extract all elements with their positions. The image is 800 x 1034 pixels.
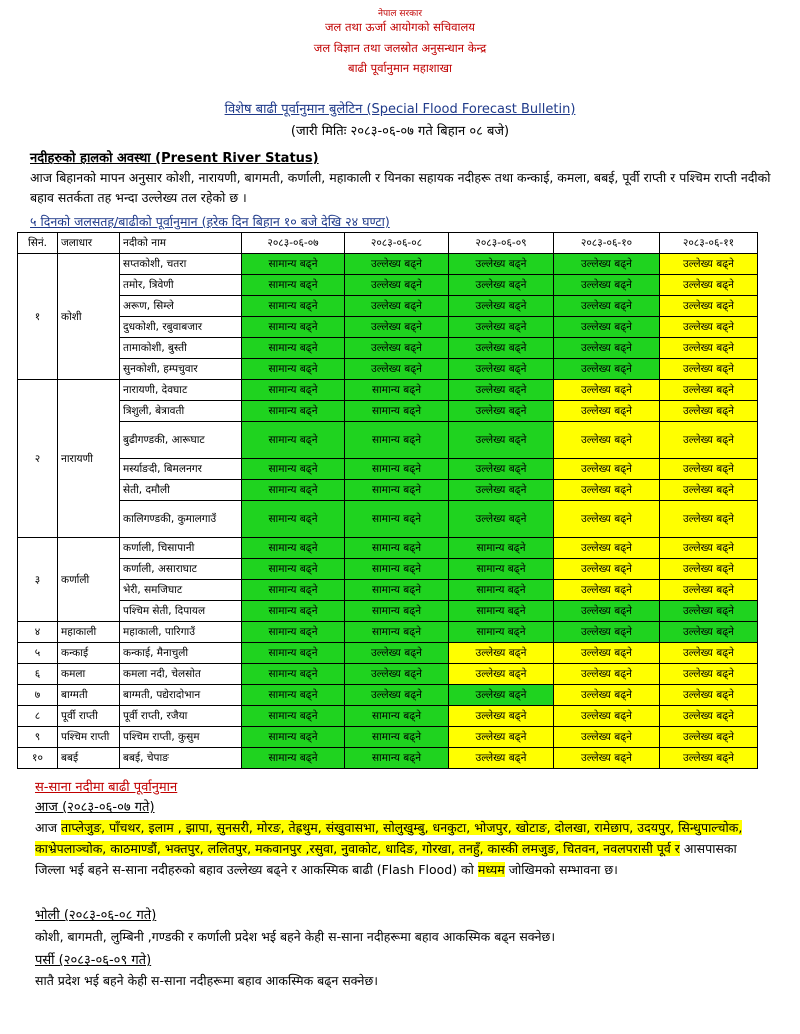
- river-name: सुनकोशी, हम्पचुवार: [120, 359, 242, 380]
- forecast-cell: सामान्य बढ्ने: [242, 317, 345, 338]
- forecast-cell: सामान्य बढ्ने: [345, 422, 449, 459]
- forecast-cell: सामान्य बढ्ने: [449, 622, 554, 643]
- table-row: [18, 501, 758, 538]
- forecast-cell: उल्लेख्य बढ्ने: [660, 480, 758, 501]
- division-label: बाढी पूर्वानुमान महाशाखा: [348, 61, 452, 75]
- forecast-cell: उल्लेख्य बढ्ने: [449, 459, 554, 480]
- forecast-cell: सामान्य बढ्ने: [242, 296, 345, 317]
- forecast-cell: उल्लेख्य बढ्ने: [554, 664, 660, 685]
- forecast-cell: उल्लेख्य बढ्ने: [554, 580, 660, 601]
- col-date-4: २०८३-०६-१०: [554, 233, 660, 254]
- today-districts: ताप्लेजुङ, पाँचथर, इलाम , झापा, सुनसरी, मोरङ, तेह्रथुम, संखुवासभा, सोलुखुम्बु, धनकुटा, भोजपुर, खोटाङ, दोलखा, रामेछाप, उदयपुर, सिन्धुपाल्चोक, काभ्रेपलाञ्चोक, काठमाण्डौं, भक्तपुर, ललितपुर, मकवानपुर ,रसुवा, नुवाकोट, धादिङ, गोरखा, तनहुँ, कास्की लमजुङ, चितवन, नवलपरासी पूर्व र: [35, 820, 743, 856]
- forecast-cell: सामान्य बढ्ने: [242, 706, 345, 727]
- forecast-cell: उल्लेख्य बढ्ने: [345, 317, 449, 338]
- forecast-cell: उल्लेख्य बढ्ने: [554, 685, 660, 706]
- river-name: तमोर, त्रिवेणी: [120, 275, 242, 296]
- forecast-table: [17, 232, 758, 769]
- forecast-cell: सामान्य बढ्ने: [345, 601, 449, 622]
- basin-name: कन्काई: [58, 643, 120, 664]
- basin-sn: ६: [18, 664, 58, 685]
- forecast-cell: सामान्य बढ्ने: [345, 622, 449, 643]
- forecast-cell: उल्लेख्य बढ्ने: [554, 601, 660, 622]
- forecast-cell: उल्लेख्य बढ्ने: [449, 275, 554, 296]
- forecast-cell: उल्लेख्य बढ्ने: [660, 338, 758, 359]
- col-river: नदीको नाम: [120, 233, 242, 254]
- table-row: [18, 480, 758, 501]
- today-end: जोखिमको सम्भावना छ।: [504, 862, 618, 877]
- forecast-cell: सामान्य बढ्ने: [242, 401, 345, 422]
- forecast-cell: सामान्य बढ्ने: [345, 380, 449, 401]
- table-row: [18, 664, 758, 685]
- forecast-cell: सामान्य बढ्ने: [345, 480, 449, 501]
- forecast-cell: सामान्य बढ्ने: [345, 748, 449, 769]
- basin-sn: १०: [18, 748, 58, 769]
- forecast-cell: उल्लेख्य बढ्ने: [449, 727, 554, 748]
- day-after-heading: पर्सी (२०८३-०६-०९ गते): [35, 953, 152, 968]
- river-name: अरूण, सिम्ले: [120, 296, 242, 317]
- forecast-cell: उल्लेख्य बढ्ने: [554, 338, 660, 359]
- bulletin-title: विशेष बाढी पूर्वानुमान बुलेटिन (Special Flood Forecast Bulletin): [224, 102, 576, 117]
- forecast-cell: सामान्य बढ्ने: [242, 338, 345, 359]
- table-row: [18, 380, 758, 401]
- table-row: [18, 254, 758, 275]
- forecast-cell: उल्लेख्य बढ्ने: [449, 338, 554, 359]
- forecast-cell: उल्लेख्य बढ्ने: [660, 685, 758, 706]
- forecast-cell: सामान्य बढ्ने: [242, 380, 345, 401]
- forecast-heading: ५ दिनको जलसतह/बाढीको पूर्वानुमान (हरेक दिन बिहान १० बजे देखि २४ घण्टा): [30, 214, 390, 229]
- river-name: बबई, चेपाङ: [120, 748, 242, 769]
- table-row: [18, 401, 758, 422]
- forecast-cell: उल्लेख्य बढ्ने: [554, 317, 660, 338]
- tomorrow-heading: भोली (२०८३-०६-०८ गते): [35, 908, 157, 923]
- today-heading: आज (२०८३-०६-०७ गते): [35, 800, 155, 815]
- today-prefix: आज: [35, 820, 62, 835]
- table-row: [18, 338, 758, 359]
- forecast-cell: उल्लेख्य बढ्ने: [449, 401, 554, 422]
- forecast-cell: उल्लेख्य बढ्ने: [345, 643, 449, 664]
- forecast-cell: सामान्य बढ्ने: [242, 643, 345, 664]
- basin-sn: ८: [18, 706, 58, 727]
- table-row: [18, 748, 758, 769]
- table-row: [18, 459, 758, 480]
- forecast-cell: उल्लेख्य बढ्ने: [660, 296, 758, 317]
- col-sn: सिनं.: [18, 233, 58, 254]
- forecast-cell: उल्लेख्य बढ्ने: [554, 559, 660, 580]
- forecast-cell: उल्लेख्य बढ्ने: [660, 459, 758, 480]
- forecast-cell: उल्लेख्य बढ्ने: [660, 622, 758, 643]
- forecast-cell: उल्लेख्य बढ्ने: [554, 706, 660, 727]
- forecast-cell: उल्लेख्य बढ्ने: [660, 538, 758, 559]
- forecast-cell: उल्लेख्य बढ्ने: [660, 317, 758, 338]
- forecast-cell: सामान्य बढ्ने: [242, 254, 345, 275]
- table-row: [18, 727, 758, 748]
- forecast-cell: उल्लेख्य बढ्ने: [660, 401, 758, 422]
- today-text: [35, 817, 765, 880]
- basin-name: पश्चिम राप्ती: [58, 727, 120, 748]
- forecast-cell: उल्लेख्य बढ्ने: [660, 580, 758, 601]
- forecast-cell: उल्लेख्य बढ्ने: [449, 422, 554, 459]
- forecast-cell: उल्लेख्य बढ्ने: [449, 480, 554, 501]
- forecast-cell: सामान्य बढ्ने: [242, 559, 345, 580]
- forecast-cell: उल्लेख्य बढ्ने: [449, 359, 554, 380]
- basin-sn: ४: [18, 622, 58, 643]
- table-row: [18, 706, 758, 727]
- table-row: [18, 580, 758, 601]
- forecast-cell: उल्लेख्य बढ्ने: [449, 296, 554, 317]
- forecast-cell: उल्लेख्य बढ्ने: [554, 480, 660, 501]
- forecast-cell: उल्लेख्य बढ्ने: [554, 275, 660, 296]
- basin-name: कोशी: [58, 254, 120, 380]
- col-date-2: २०८३-०६-०८: [345, 233, 449, 254]
- forecast-cell: सामान्य बढ्ने: [449, 538, 554, 559]
- forecast-cell: सामान्य बढ्ने: [242, 664, 345, 685]
- forecast-cell: सामान्य बढ्ने: [242, 622, 345, 643]
- basin-name: बाग्मती: [58, 685, 120, 706]
- table-row: [18, 601, 758, 622]
- forecast-cell: सामान्य बढ्ने: [242, 685, 345, 706]
- forecast-cell: सामान्य बढ्ने: [242, 538, 345, 559]
- forecast-cell: उल्लेख्य बढ्ने: [345, 254, 449, 275]
- river-status-heading: नदीहरुको हालको अवस्था (Present River Status): [30, 151, 319, 166]
- forecast-cell: सामान्य बढ्ने: [242, 748, 345, 769]
- forecast-cell: उल्लेख्य बढ्ने: [449, 501, 554, 538]
- table-row: [18, 422, 758, 459]
- forecast-cell: उल्लेख्य बढ्ने: [345, 685, 449, 706]
- forecast-cell: उल्लेख्य बढ्ने: [345, 664, 449, 685]
- river-name: पश्चिम सेती, दिपायल: [120, 601, 242, 622]
- river-name: सेती, दमौली: [120, 480, 242, 501]
- forecast-cell: उल्लेख्य बढ्ने: [554, 422, 660, 459]
- forecast-cell: सामान्य बढ्ने: [242, 422, 345, 459]
- river-name: पश्चिम राप्ती, कुसुम: [120, 727, 242, 748]
- table-row: [18, 559, 758, 580]
- forecast-cell: सामान्य बढ्ने: [449, 559, 554, 580]
- col-date-3: २०८३-०६-०९: [449, 233, 554, 254]
- forecast-cell: उल्लेख्य बढ्ने: [345, 359, 449, 380]
- basin-sn: ९: [18, 727, 58, 748]
- forecast-cell: उल्लेख्य बढ्ने: [554, 622, 660, 643]
- forecast-cell: उल्लेख्य बढ्ने: [660, 643, 758, 664]
- day-after-text: सातै प्रदेश भई बहने केही स-साना नदीहरूमा बहाव आकस्मिक बढ्न सक्नेछ।: [35, 973, 378, 988]
- tomorrow-text: कोशी, बागमती, लुम्बिनी ,गण्डकी र कर्णाली प्रदेश भई बहने केही स-साना नदीहरूमा बहाव आकस्मिक बढ्न सक्नेछ।: [35, 929, 556, 944]
- forecast-cell: उल्लेख्य बढ्ने: [554, 501, 660, 538]
- forecast-cell: उल्लेख्य बढ्ने: [554, 296, 660, 317]
- forecast-cell: उल्लेख्य बढ्ने: [660, 601, 758, 622]
- forecast-cell: उल्लेख्य बढ्ने: [449, 685, 554, 706]
- today-suffix: आसपासका जिल्ला भई बहने स-साना नदीहरुको बहाव उल्लेख्य बढ्ने र आकस्मिक बाढी (Flash Flood) को: [35, 841, 737, 877]
- river-name: कन्काई, मैनाचुली: [120, 643, 242, 664]
- forecast-cell: उल्लेख्य बढ्ने: [554, 459, 660, 480]
- forecast-cell: उल्लेख्य बढ्ने: [660, 359, 758, 380]
- forecast-cell: उल्लेख्य बढ्ने: [660, 380, 758, 401]
- col-date-1: २०८३-०६-०७: [242, 233, 345, 254]
- basin-sn: १: [18, 254, 58, 380]
- table-row: [18, 296, 758, 317]
- forecast-cell: सामान्य बढ्ने: [242, 359, 345, 380]
- basin-name: कमला: [58, 664, 120, 685]
- forecast-cell: सामान्य बढ्ने: [449, 580, 554, 601]
- table-row: [18, 275, 758, 296]
- forecast-cell: उल्लेख्य बढ्ने: [449, 706, 554, 727]
- department-label: जल विज्ञान तथा जलस्रोत अनुसन्धान केन्द्र: [313, 41, 487, 55]
- forecast-cell: उल्लेख्य बढ्ने: [345, 338, 449, 359]
- river-status-text: आज बिहानको मापन अनुसार कोशी, नारायणी, बागमती, कर्णाली, महाकाली र यिनका सहायक नदीहरू तथा कन्काई, कमला, बबई, पूर्वी राप्ती र पश्चिम राप्ती नदीको बहाव सतर्कता तह भन्दा उल्लेख्य तल रहेको छ ।: [30, 170, 771, 205]
- basin-name: नारायणी: [58, 380, 120, 538]
- col-basin: जलाधार: [58, 233, 120, 254]
- forecast-cell: उल्लेख्य बढ्ने: [660, 501, 758, 538]
- forecast-cell: सामान्य बढ्ने: [242, 580, 345, 601]
- forecast-cell: उल्लेख्य बढ्ने: [660, 254, 758, 275]
- table-row: [18, 317, 758, 338]
- issued-date: (जारी मितिः २०८३-०६-०७ गते बिहान ०८ बजे): [290, 124, 510, 139]
- forecast-cell: सामान्य बढ्ने: [345, 401, 449, 422]
- forecast-cell: सामान्य बढ्ने: [345, 501, 449, 538]
- forecast-cell: सामान्य बढ्ने: [242, 459, 345, 480]
- table-row: [18, 622, 758, 643]
- govt-label: नेपाल सरकार: [377, 9, 423, 19]
- basin-name: कर्णाली: [58, 538, 120, 622]
- forecast-cell: उल्लेख्य बढ्ने: [660, 706, 758, 727]
- forecast-cell: सामान्य बढ्ने: [345, 580, 449, 601]
- col-date-5: २०८३-०६-११: [660, 233, 758, 254]
- forecast-cell: उल्लेख्य बढ्ने: [449, 664, 554, 685]
- basin-name: पूर्वी राप्ती: [58, 706, 120, 727]
- forecast-cell: उल्लेख्य बढ्ने: [660, 275, 758, 296]
- river-name: त्रिशुली, बेत्रावती: [120, 401, 242, 422]
- forecast-cell: उल्लेख्य बढ्ने: [554, 359, 660, 380]
- small-rivers-heading: स-साना नदीमा बाढी पूर्वानुमान: [35, 780, 178, 795]
- river-name: कमला नदी, चेलसोत: [120, 664, 242, 685]
- river-name: कालिगण्डकी, कुमालगाउँ: [120, 501, 242, 538]
- forecast-cell: उल्लेख्य बढ्ने: [660, 727, 758, 748]
- river-name: भेरी, समजिघाट: [120, 580, 242, 601]
- forecast-cell: सामान्य बढ्ने: [345, 538, 449, 559]
- forecast-cell: सामान्य बढ्ने: [345, 706, 449, 727]
- forecast-cell: सामान्य बढ्ने: [345, 727, 449, 748]
- forecast-cell: सामान्य बढ्ने: [242, 727, 345, 748]
- river-name: कर्णाली, असाराघाट: [120, 559, 242, 580]
- forecast-cell: उल्लेख्य बढ्ने: [449, 643, 554, 664]
- river-name: सप्तकोशी, चतरा: [120, 254, 242, 275]
- river-name: बुढीगण्डकी, आरूघाट: [120, 422, 242, 459]
- river-name: पूर्वी राप्ती, रजैया: [120, 706, 242, 727]
- forecast-cell: सामान्य बढ्ने: [345, 559, 449, 580]
- river-name: मर्स्याङदी, बिमलनगर: [120, 459, 242, 480]
- forecast-cell: उल्लेख्य बढ्ने: [554, 401, 660, 422]
- river-name: कर्णाली, चिसापानी: [120, 538, 242, 559]
- basin-sn: ३: [18, 538, 58, 622]
- forecast-cell: उल्लेख्य बढ्ने: [660, 664, 758, 685]
- river-name: नारायणी, देवघाट: [120, 380, 242, 401]
- forecast-cell: उल्लेख्य बढ्ने: [449, 380, 554, 401]
- forecast-cell: उल्लेख्य बढ्ने: [660, 422, 758, 459]
- forecast-cell: सामान्य बढ्ने: [242, 480, 345, 501]
- forecast-cell: उल्लेख्य बढ्ने: [660, 748, 758, 769]
- forecast-cell: उल्लेख्य बढ्ने: [345, 296, 449, 317]
- forecast-cell: उल्लेख्य बढ्ने: [554, 254, 660, 275]
- forecast-cell: उल्लेख्य बढ्ने: [554, 380, 660, 401]
- forecast-cell: सामान्य बढ्ने: [449, 601, 554, 622]
- river-name: दुधकोशी, रबुवाबजार: [120, 317, 242, 338]
- forecast-cell: सामान्य बढ्ने: [242, 601, 345, 622]
- table-row: [18, 643, 758, 664]
- forecast-cell: सामान्य बढ्ने: [242, 501, 345, 538]
- basin-sn: २: [18, 380, 58, 538]
- river-name: बाग्मती, पद्येरादोभान: [120, 685, 242, 706]
- forecast-cell: उल्लेख्य बढ्ने: [449, 317, 554, 338]
- table-row: [18, 359, 758, 380]
- forecast-cell: उल्लेख्य बढ्ने: [449, 254, 554, 275]
- forecast-cell: सामान्य बढ्ने: [242, 275, 345, 296]
- forecast-cell: उल्लेख्य बढ्ने: [660, 559, 758, 580]
- river-name: तामाकोशी, बुस्ती: [120, 338, 242, 359]
- risk-level: मध्यम: [477, 862, 505, 877]
- table-row: [18, 685, 758, 706]
- basin-name: महाकाली: [58, 622, 120, 643]
- forecast-cell: उल्लेख्य बढ्ने: [554, 727, 660, 748]
- forecast-body: [18, 254, 758, 769]
- forecast-cell: उल्लेख्य बढ्ने: [554, 748, 660, 769]
- table-row: [18, 538, 758, 559]
- forecast-cell: उल्लेख्य बढ्ने: [345, 275, 449, 296]
- basin-name: बबई: [58, 748, 120, 769]
- ministry-label: जल तथा ऊर्जा आयोगको सचिवालय: [325, 20, 475, 34]
- river-name: महाकाली, पारिगाउँ: [120, 622, 242, 643]
- basin-sn: ५: [18, 643, 58, 664]
- forecast-cell: सामान्य बढ्ने: [345, 459, 449, 480]
- forecast-cell: उल्लेख्य बढ्ने: [554, 538, 660, 559]
- basin-sn: ७: [18, 685, 58, 706]
- forecast-cell: उल्लेख्य बढ्ने: [554, 643, 660, 664]
- forecast-cell: उल्लेख्य बढ्ने: [449, 748, 554, 769]
- forecast-header-row: [18, 233, 758, 254]
